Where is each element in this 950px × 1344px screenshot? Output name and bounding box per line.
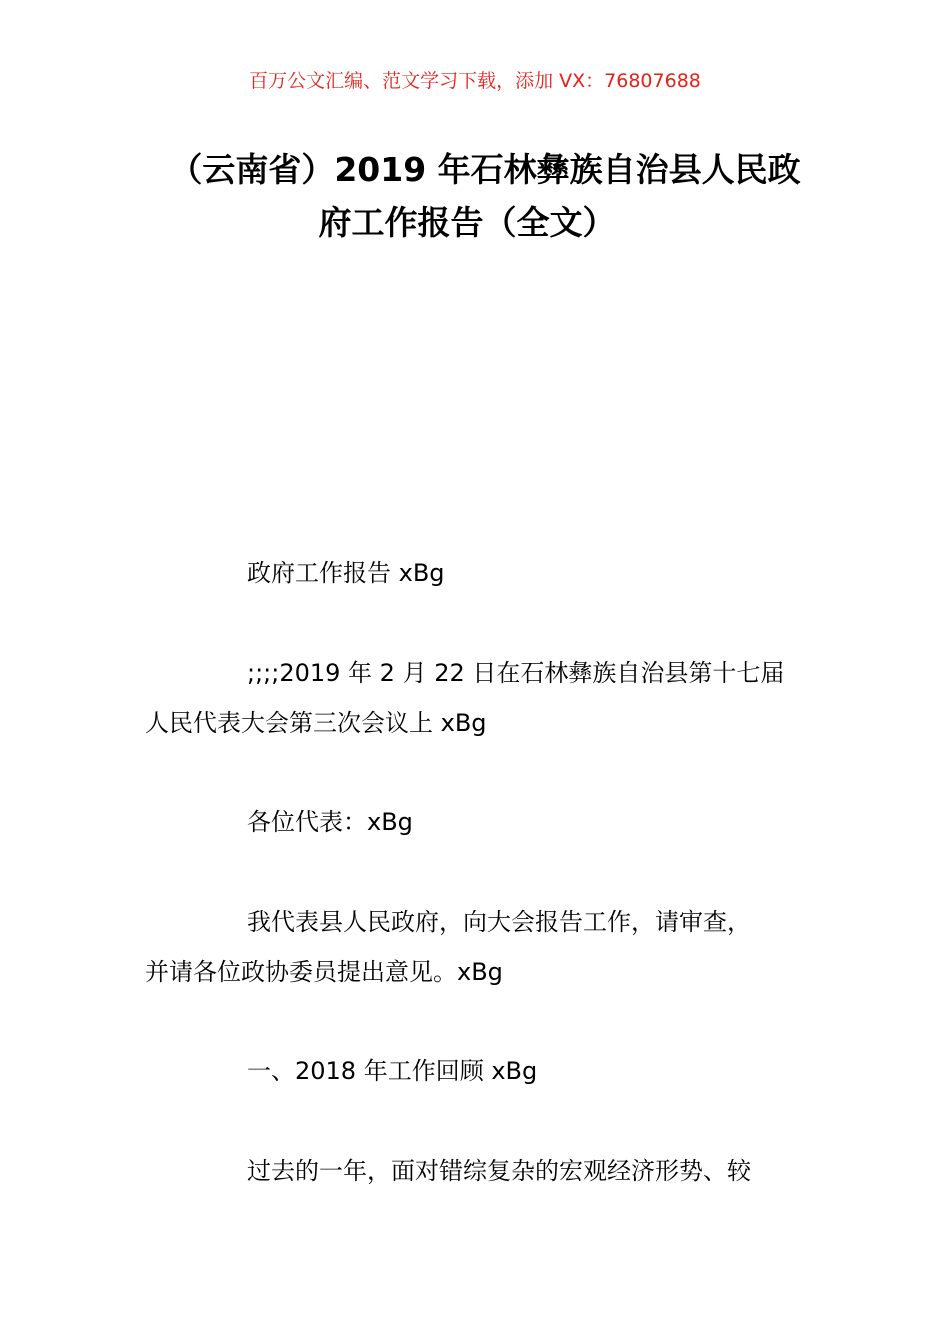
paragraph-intro-line-1: 我代表县人民政府，向大会报告工作，请审查， — [247, 908, 751, 936]
document-title-line-1: （云南省）2019 年石林彝族自治县人民政 — [169, 150, 801, 189]
paragraph-intro-line-2: 并请各位政协委员提出意见。xBg — [145, 958, 503, 986]
paragraph-date-line-2: 人民代表大会第三次会议上 xBg — [145, 709, 487, 737]
paragraph-review-line-1: 过去的一年，面对错综复杂的宏观经济形势、较 — [247, 1157, 751, 1185]
paragraph-salutation: 各位代表：xBg — [247, 808, 413, 836]
paragraph-report-heading: 政府工作报告 xBg — [247, 559, 445, 587]
paragraph-date-line-1: ;;;;2019 年 2 月 22 日在石林彝族自治县第十七届 — [247, 659, 785, 687]
header-notice: 百万公文汇编、范文学习下载，添加 VX：76807688 — [249, 70, 701, 92]
section-heading-review: 一、2018 年工作回顾 xBg — [247, 1057, 538, 1085]
document-title-line-2: 府工作报告（全文） — [318, 203, 616, 242]
